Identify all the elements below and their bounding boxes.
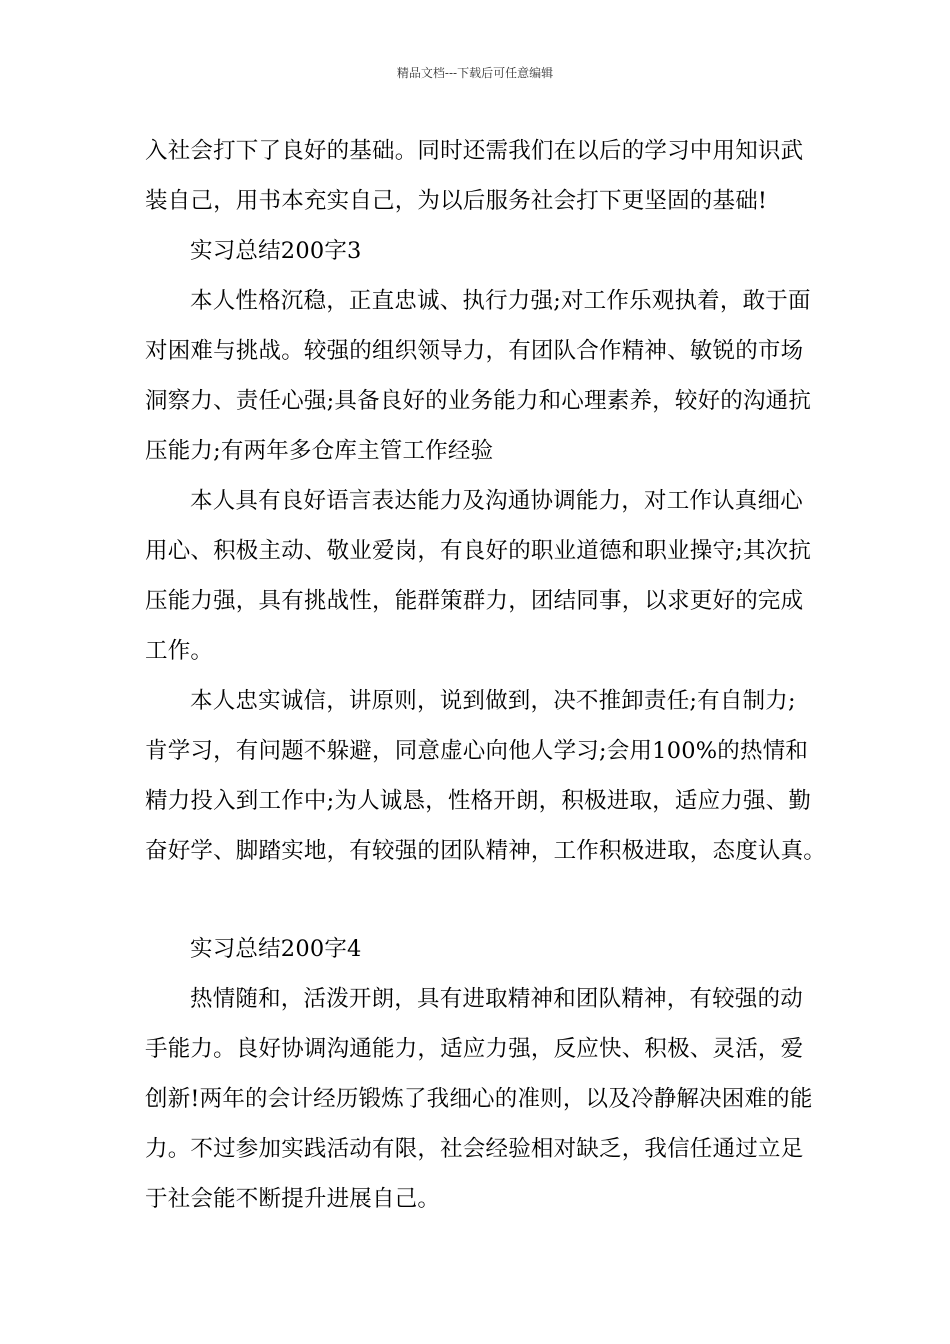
- section-heading: 实习总结200字4: [190, 936, 362, 962]
- paragraph-line: 手能力。良好协调沟通能力，适应力强，反应快、积极、灵活，爱: [145, 1036, 804, 1062]
- paragraph-line: 本人性格沉稳，正直忠诚、执行力强;对工作乐观执着，敢于面: [190, 288, 811, 314]
- paragraph-line: 奋好学、脚踏实地，有较强的团队精神，工作积极进取，态度认真。: [145, 838, 827, 864]
- section-heading: 实习总结200字3: [190, 238, 362, 264]
- page-header: 精品文档---下载后可任意编辑: [396, 66, 554, 80]
- paragraph-line: 本人具有良好语言表达能力及沟通协调能力，对工作认真细心: [190, 488, 803, 514]
- paragraph-line: 入社会打下了良好的基础。同时还需我们在以后的学习中用知识武: [145, 138, 804, 164]
- paragraph-line: 力。不过参加实践活动有限，社会经验相对缺乏，我信任通过立足: [145, 1136, 804, 1162]
- paragraph-line: 精力投入到工作中;为人诚恳，性格开朗，积极进取，适应力强、勤: [145, 788, 812, 814]
- paragraph-line: 本人忠实诚信，讲原则，说到做到，决不推卸责任;有自制力;: [190, 688, 796, 714]
- paragraph-line: 洞察力、责任心强;具备良好的业务能力和心理素养，较好的沟通抗: [145, 388, 812, 414]
- paragraph-line: 压能力强，具有挑战性，能群策群力，团结同事，以求更好的完成: [145, 588, 804, 614]
- paragraph-line: 对困难与挑战。较强的组织领导力，有团队合作精神、敏锐的市场: [145, 338, 804, 364]
- paragraph-line: 热情随和，活泼开朗，具有进取精神和团队精神，有较强的动: [190, 986, 803, 1012]
- paragraph-line: 于社会能不断提升进展自己。: [145, 1186, 441, 1212]
- paragraph-line: 肯学习，有问题不躲避，同意虚心向他人学习;会用100%的热情和: [145, 738, 809, 764]
- paragraph-line: 装自己，用书本充实自己，为以后服务社会打下更坚固的基础!: [145, 188, 768, 214]
- paragraph-line: 创新!两年的会计经历锻炼了我细心的准则，以及冷静解决困难的能: [145, 1086, 813, 1112]
- paragraph-line: 压能力;有两年多仓库主管工作经验: [145, 438, 494, 464]
- paragraph-line: 工作。: [145, 638, 214, 664]
- paragraph-line: 用心、积极主动、敬业爱岗，有良好的职业道德和职业操守;其次抗: [145, 538, 812, 564]
